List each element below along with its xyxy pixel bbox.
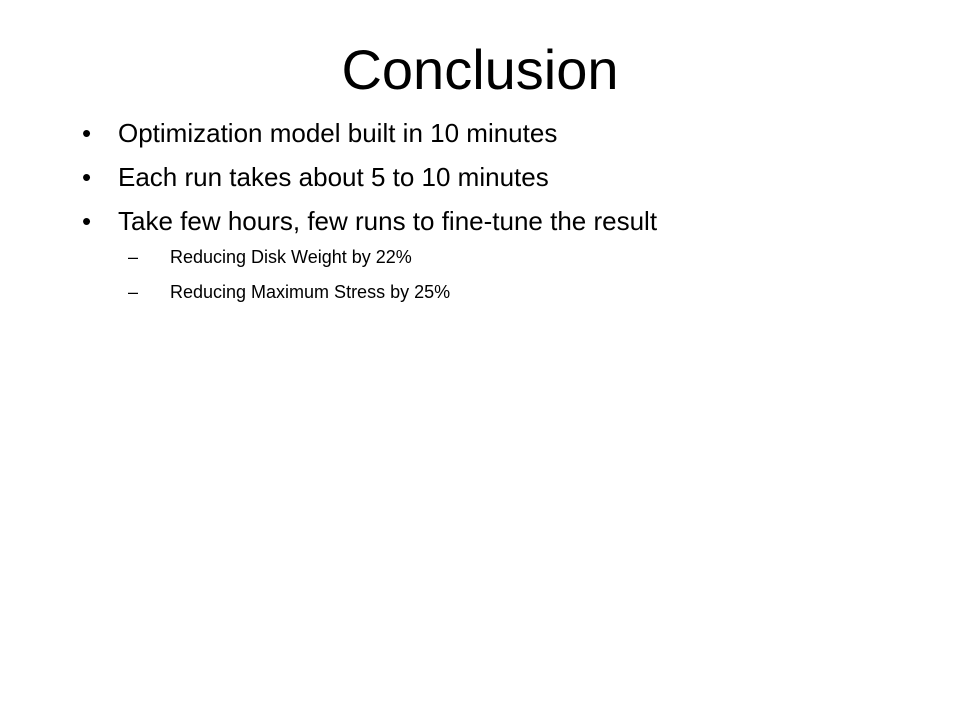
bullet-marker: • <box>82 162 92 192</box>
sub-bullet-text: Reducing Disk Weight by 22% <box>170 247 412 267</box>
sub-bullet-list <box>118 246 912 303</box>
bullet-marker: • <box>82 206 92 236</box>
bullet-text: Each run takes about 5 to 10 minutes <box>118 162 549 192</box>
bullet-item <box>82 118 912 148</box>
bullet-text: Optimization model built in 10 minutes <box>118 118 558 148</box>
bullet-item <box>82 206 912 303</box>
sub-bullet-item <box>128 246 912 268</box>
sub-bullet-marker: – <box>128 247 139 267</box>
bullet-list <box>82 118 912 317</box>
bullet-item <box>82 162 912 192</box>
bullet-text: Take few hours, few runs to fine-tune the result <box>118 206 658 236</box>
sub-bullet-marker: – <box>128 282 139 302</box>
bullet-marker: • <box>82 118 92 148</box>
sub-bullet-text: Reducing Maximum Stress by 25% <box>170 282 451 302</box>
sub-bullet-item <box>128 281 912 303</box>
slide-title: Conclusion <box>341 38 619 101</box>
